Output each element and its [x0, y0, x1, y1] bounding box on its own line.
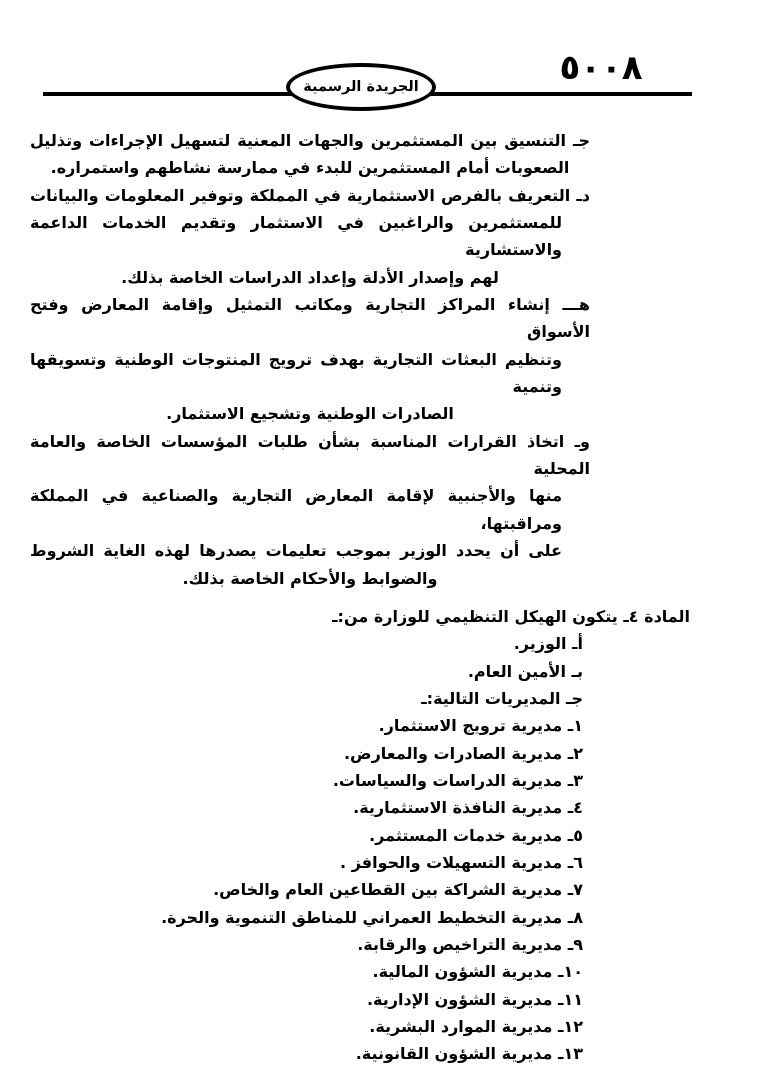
list-item: ١٣ـ مديرية الشؤون القانونية.: [355, 1044, 583, 1064]
list-item: ٥ـ مديرية خدمات المستثمر.: [369, 825, 583, 845]
list-item: ٦ـ مديرية التسهيلات والحوافز .: [340, 852, 583, 872]
paragraph-line: والضوابط والأحكام الخاصة بذلك.: [182, 568, 438, 588]
list-item: ٢ـ مديرية الصادرات والمعارض.: [343, 743, 583, 763]
paragraph-line: منها والأجنبية لإقامة المعارض التجارية والصناعية في المملكة ومراقبتها،: [30, 486, 562, 533]
article-heading: المادة ٤ـ يتكون الهيكل التنظيمي للوزارة من:ـ: [332, 606, 690, 626]
paragraph-line: للمستثمرين والراغبين في الاستثمار وتقديم الخدمات الداعمة والاستشارية: [30, 213, 562, 260]
list-item: ٣ـ مديرية الدراسات والسياسات.: [332, 770, 583, 790]
paragraph-line: على أن يحدد الوزير بموجب تعليمات يصدرها لهذه الغاية الشروط: [30, 541, 562, 561]
list-item: ٨ـ مديرية التخطيط العمراني للمناطق التنموية والحرة.: [161, 907, 583, 927]
paragraph-line: لهم وإصدار الأدلة وإعداد الدراسات الخاصة بذلك.: [121, 267, 499, 287]
list-item: ١٢ـ مديرية الموارد البشرية.: [369, 1017, 583, 1036]
list-item: جـ المديريات التالية:ـ: [421, 688, 583, 708]
list-item: ٤ـ مديرية النافذة الاستثمارية.: [353, 798, 583, 818]
gazette-title: الجريدة الرسمية: [303, 79, 419, 95]
list-item: ١ـ مديرية ترويج الاستثمار.: [378, 716, 583, 736]
paragraph-line: الصعوبات أمام المستثمرين للبدء في ممارسة نشاطهم واستمراره.: [50, 158, 570, 178]
paragraph-line: دـ التعريف بالفرص الاستثمارية في المملكة وتوفير المعلومات والبيانات: [30, 185, 590, 205]
gazette-title-seal: [286, 63, 436, 111]
list-item: بـ الأمين العام.: [467, 661, 583, 681]
paragraph-line: جـ التنسيق بين المستثمرين والجهات المعنية لتسهيل الإجراءات وتذليل: [30, 131, 590, 150]
list-item: ١٠ـ مديرية الشؤون المالية.: [372, 962, 583, 982]
list-item: أـ الوزير.: [513, 634, 583, 654]
paragraph-line: وتنظيم البعثات التجارية بهدف ترويج المنتوجات الوطنية وتسويقها وتنمية: [30, 349, 562, 397]
paragraph-line: الصادرات الوطنية وتشجيع الاستثمار.: [166, 404, 454, 424]
paragraph-line: هـــ إنشاء المراكز التجارية ومكاتب التمثيل وإقامة المعارض وفتح الأسواق: [30, 295, 590, 342]
list-item: ١١ـ مديرية الشؤون الإدارية.: [366, 989, 583, 1009]
list-item: ٩ـ مديرية التراخيص والرقابة.: [357, 934, 583, 954]
text-flow: [30, 127, 690, 1068]
paragraph-line: وـ اتخاذ القرارات المناسبة بشأن طلبات المؤسسات الخاصة والعامة المحلية: [30, 431, 590, 479]
list-item: ٧ـ مديرية الشراكة بين القطاعين العام والخاص.: [213, 880, 583, 900]
page-number: ٥٠٠٨: [559, 48, 643, 88]
